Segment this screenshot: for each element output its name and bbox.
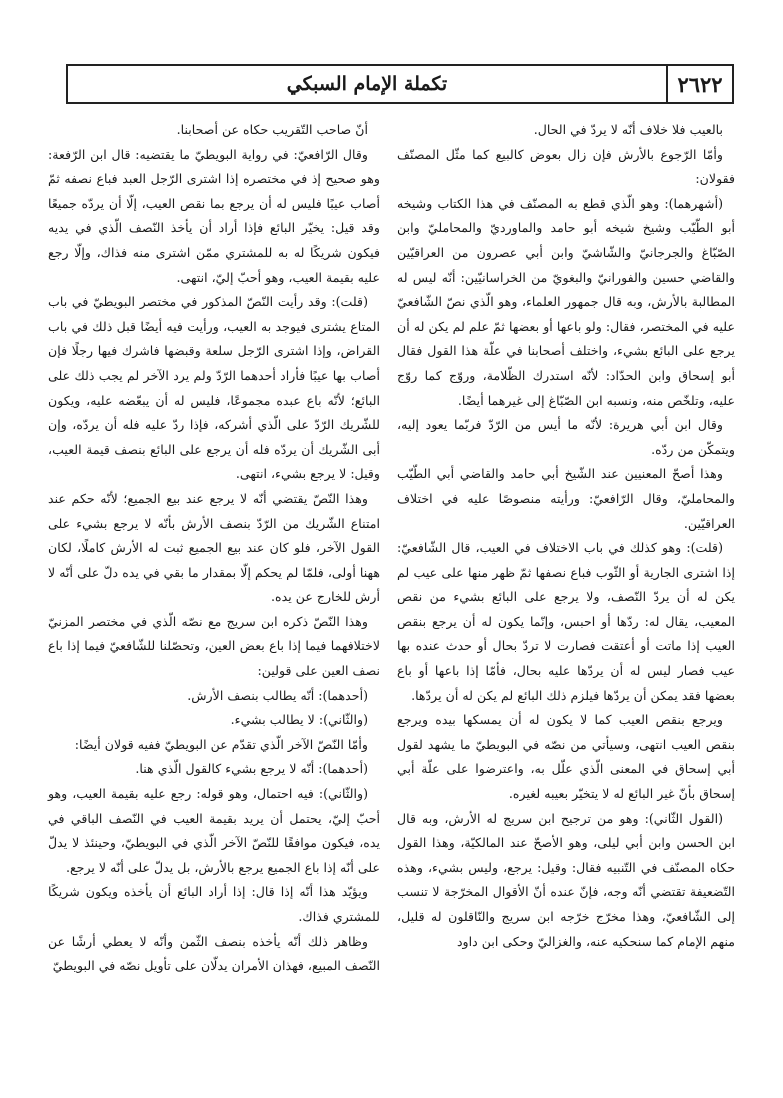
paragraph: (القول الثّاني): وهو من ترجيح ابن سريج له الأرش، وبه قال ابن الحسن وابن أبي ليلى، وهو الأصحّ عند المالكيّة، وهذا القول حكاه المصنّف في التّنبيه فقال: وقيل: يرجع، وليس بشيء، وهذه التّضعيفة تقتضي أنّه وجه، فإنّ عنده أنّ الأقوال المخرّجة لا تنسب إلى الشّافعيّ، وهذا مخرّج خرّجه ابن سريج والنّاقلون له قليل، منهم الإمام كما سنحكيه عنه، والغزاليّ وحكى ابن داود [397, 810, 735, 949]
paragraph: (والثّاني): فيه احتمال، وهو قوله: رجع عليه بقيمة العيب، وهو أحبّ إليّ، يحتمل أن يريد بقيمة العيب في النّصف الباقي في يده، فيكون موافقًا للنّصّ الآخر الّذي في البويطيّ، وحينئذ لا يدلّ على أنّه إذا باع الجميع يرجع بالأرش، بل يدلّ على أنّه لا يرجع. [48, 786, 380, 875]
paragraph: (أشهرهما): وهو الّذي قطع به المصنّف في هذا الكتاب وشيخه أبو الطّيّب وشيخ شيخه أبو حامد والماورديّ والمحامليّ وابن الصّبّاغ والجرجانيّ والشّاشيّ وابن أبي عصرون من العراقيّين والقاضي حسين والفورانيّ والبغويّ من الخراسانيّين: أنّه ليس له المطالبة بالأرش، وبه قال جمهور العلماء، وهو الّذي نصّ الشّافعيّ عليه في المختصر، فقال: ولو باعها أو بعضها ثمّ علم لم يكن له أن يرجع على البائع بشيء، واختلف أصحابنا في علّة هذا القول فقال أبو إسحاق وابن الحدّاد: لأنّه استدرك الظّلامة، وروّج كما روّج عليه، وتلخّص منه، ونسبه ابن الصّبّاغ إلى غيرهما أيضًا. [397, 195, 735, 408]
paragraph: (أحدهما): أنّه يطالب بنصف الأرش. [187, 687, 368, 703]
paragraph: ويؤيّد هذا أنّه إذا قال: إذا أراد البائع أن يأخذه ويكون شريكًا للمشتري فذاك. [48, 884, 380, 924]
paragraph: وهذا النّصّ يقتضي أنّه لا يرجع عند بيع الجميع؛ لأنّه حكم عند امتناع الشّريك من الرّدّ بنصف الأرش بأنّه لا يرجع بشيء على القول الآخر، فلو كان عند بيع الجميع ثبت له الأرش كاملًا، لكان ههنا أولى، فلمّا لم يحكم إلّا بمقدار ما بقي في يده دلّ على أنّه لا أرش للخارج عن يده. [48, 490, 380, 605]
left-column [48, 118, 380, 979]
page-number: ٢٦٢٢ [666, 66, 732, 102]
paragraph: (قلت): وقد رأيت النّصّ المذكور في مختصر البويطيّ في باب المتاع يشترى فيوجد به العيب، ورأيت فيه أيضًا قبل ذلك في باب القراض، وإذا اشترى الرّجل سلعة وقبضها فاشرك فيها رجلًا فإن أصاب بها عيبًا فأراد أحدهما الرّدّ ولم يرد الآخر لم يجب ذلك على البائع؛ لأنّه باع عبده مجموعًا، فليس له أن يبعّضه عليه، ويكون للشّريك الرّدّ على الّذي أشركه، فإذا ردّ عليه فله أن يردّه، وإن أبى الشّريك أن يردّه فله أن يرجع على البائع بنصف قيمة العيب، وقيل: لا يرجع بشيء، انتهى. [48, 294, 380, 482]
paragraph: وأمّا الرّجوع بالأرش فإن زال بعوض كالبيع كما مثّل المصنّف فقولان: [397, 146, 735, 187]
paragraph: وقال ابن أبي هريرة: لأنّه ما أيس من الرّدّ فربّما يعود إليه، ويتمكّن من ردّه. [397, 417, 735, 457]
paragraph: وظاهر ذلك أنّه يأخذه بنصف الثّمن وأنّه لا يعطي أرشًا عن النّصف المبيع، فهذان الأمران يدلّان على تأويل نصّه في البويطيّ [48, 933, 380, 974]
paragraph: ويرجع بنقص العيب كما لا يكون له أن يمسكها بيده ويرجع بنقص العيب انتهى، وسيأتي من نصّه في البويطيّ ما يشهد لقول أبي إسحاق في المعنى الّذي علّل به، واعترضوا على علّة أبي إسحاق بأنّ غير البائع له لا يتخيّر بعيبه لغيره. [397, 712, 735, 802]
paragraph: أنّ صاحب التّقريب حكاه عن أصحابنا. [176, 122, 368, 137]
book-title: تكملة الإمام السبكي [286, 73, 448, 95]
paragraph: وهذا النّصّ ذكره ابن سريج مع نصّه الّذي في مختصر المزنيّ لاختلافهما فيما إذا باع بعض العين، وتحصّلنا للشّافعيّ فيما إذا باع نصف العين على قولين: [48, 613, 380, 679]
paragraph: وأمّا النّصّ الآخر الّذي تقدّم عن البويطيّ ففيه قولان أيضًا: [74, 736, 368, 752]
page-header [66, 64, 734, 104]
right-column [397, 118, 735, 954]
paragraph: (قلت): وهو كذلك في باب الاختلاف في العيب، قال الشّافعيّ: إذا اشترى الجارية أو الثّوب فباع نصفها ثمّ ظهر منها على عيب لم يكن له أن يردّ النّصف، ولا يرجع على البائع بشيء من نقص المعيب، يقال له: ردّها أو احبس، وإنّما يكون له أن يرجع بنقص العيب إذا ماتت أو أعتقت فصارت لا تردّ بحال أو حدث عنده بها عيب فصار ليس له أن يردّها عليه بحال، فأمّا إذا باعها أو باع بعضها فقد يمكن أن يردّها فيلزم ذلك البائع لم يكن له أن يردّها. [397, 540, 735, 703]
paragraph: وقال الرّافعيّ: في رواية البويطيّ ما يقتضيه: قال ابن الرّفعة: وهو صحيح إذ في مختصره إذا اشترى الرّجل العبد فباع نصفه ثمّ أصاب عيبًا فليس له أن يرجع بما نقص العيب، إلّا أن يردّه جميعًا وقد قيل: يخيّر البائع فإذا أراد أن يأخذ النّصف الّذي في يديه فيكون شريكًا له به للمشتري ممّن اشترى منه فذاك، وإلّا رجع عليه بقيمة العيب، وهو أحبّ إليّ، انتهى. [48, 146, 380, 285]
paragraph: وهذا أصحّ المعنيين عند الشّيخ أبي حامد والقاضي أبي الطّيّب والمحامليّ، وقال الرّافعيّ: ورأيته منصوصًا عليه في اختلاف العراقيّين. [397, 466, 735, 531]
paragraph: (أحدهما): أنّه لا يرجع بشيء كالقول الّذي هنا. [135, 761, 368, 777]
paragraph: بالعيب فلا خلاف أنّه لا يردّ في الحال. [533, 122, 723, 137]
paragraph: (والثّاني): لا يطالب بشيء. [230, 712, 368, 728]
